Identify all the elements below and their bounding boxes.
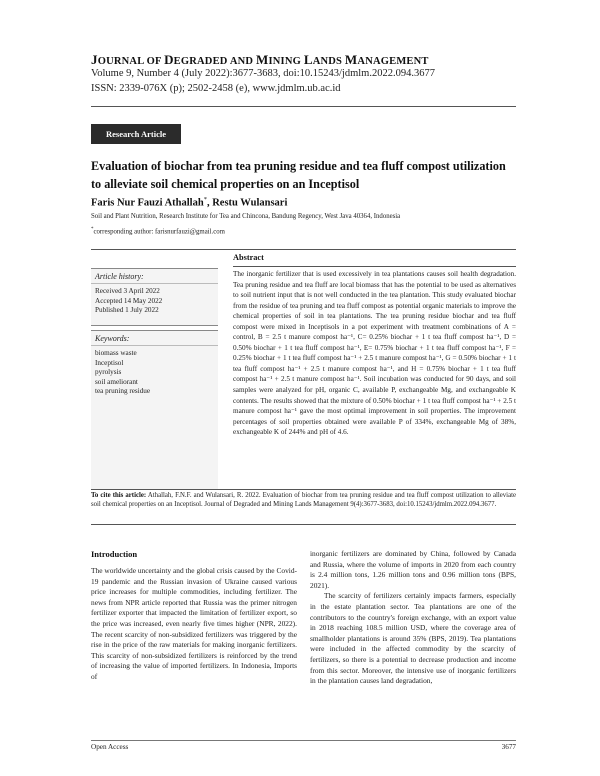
abstract-heading-divider: [233, 266, 516, 267]
citation-label: To cite this article:: [91, 492, 147, 499]
introduction-heading: Introduction: [91, 549, 138, 559]
header-divider: [91, 106, 516, 107]
abstract-heading: Abstract: [233, 253, 264, 262]
abstract-bottom-divider: [91, 489, 516, 490]
article-title: Evaluation of biochar from tea pruning residue and tea fluff compost utilization to alleviate soil chemical properties on an Inceptisol: [91, 159, 506, 191]
corresponding-author: *corresponding author: farisnurfauzi@gmail.com: [91, 227, 225, 236]
journal-title: JOURNAL OF DEGRADED AND MINING LANDS MANAGEMENT: [91, 52, 429, 67]
citation-divider: [91, 524, 516, 525]
keywords-box: [91, 330, 218, 490]
accepted-date: Accepted 14 May 2022: [95, 296, 163, 305]
open-access-label: Open Access: [91, 743, 129, 751]
author-name: Faris Nur Fauzi Athallah: [91, 197, 204, 209]
issn-line: ISSN: 2339-076X (p); 2502-2458 (e), www.jdmlm.ub.ac.id: [91, 83, 341, 94]
introduction-right-column: [310, 549, 516, 687]
author-name: Restu Wulansari: [212, 197, 288, 209]
citation-text: Athallah, F.N.F. and Wulansari, R. 2022. Evaluation of biochar from tea pruning residue and tea fluff compost utilization to alleviate soil chemical properties on an Inceptisol. Journal of Degraded and Mining Lands Management 9(4):3677-3683, doi:10.15243/jdmlm.2022.094.3677.: [91, 492, 516, 509]
keyword-item: Inceptisol: [95, 358, 124, 367]
affiliation: Soil and Plant Nutrition, Research Institute for Tea and Chincona, Bandung Regency, West Java 40364, Indonesia: [91, 213, 401, 220]
page-number: 3677: [501, 743, 516, 751]
keyword-item: biomass waste: [95, 349, 137, 357]
article-history-box: [91, 268, 218, 326]
keyword-item: pyrolysis: [95, 368, 122, 377]
introduction-paragraph: The scarcity of fertilizers certainly impacts farmers, especially in the estate plantation sector. Tea plantations are one of the contributors to the country's foreign exchange, with an export value in 2018 reaching 108.5 million USD, where the coverage area of smallholder plantations is around 35% (BPS, 2019). Tea plantations were included in the affected commodity by the scarcity of fertilizers, so there is a potential to decrease production and income from this sector. Moreover, the intensive use of inorganic fertilizers in the plantation causes land degradation,: [310, 591, 516, 686]
article-history-heading: Article history:: [91, 269, 218, 284]
citation-block: [91, 491, 516, 510]
abstract-top-divider: [91, 249, 516, 250]
footer-divider: [91, 740, 516, 741]
introduction-left-column: The worldwide uncertainty and the global crisis caused by the Covid-19 pandemic and the Russian invasion of Ukraine caused various price increases for multiple commodities, including fertilizer. The news from NPR article reported that Russia was the primer nitrogen fertilizer exporter that impacted the limitation of fertilizer export, so the price was increased, even nearly five times higher (NPR, 2022). The recent scarcity of non-subsidized fertilizers was triggered by the rise in the price of the raw materials for making inorganic fertilizers. This scarcity of non-subsidized fertilizers is reinforced by the trend of increasing the value of imported fertilizers. In Indonesia, Imports of: [91, 566, 297, 681]
keywords-heading: Keywords:: [91, 331, 218, 346]
abstract-body: The inorganic fertilizer that is used excessively in tea plantations causes soil health degradation. Tea pruning residue and tea fluff are local biomass that has the potential to be used as alternatives to soil nutrient input that is not well conducted in the tea plantation. This study evaluated biochar from the residue of tea pruning and tea fluff compost as potential organic materials to improve the chemical properties of soil in tea plantations. The tea pruning residue biochar and tea fluff compost were mixed in Inceptisols in a pot experiment with treatment combinations of A = control, B = 2.5 t manure compost ha⁻¹, C= 0.25% biochar + 1 t tea fluff compost ha⁻¹, D = 0.50% biochar + 1 t tea fluff compost ha⁻¹, E= 0.75% biochar + 1 t tea fluff compost ha⁻¹, F = 0.25% biochar + 1 t tea fluff compost ha⁻¹ + 2.5 t manure compost ha⁻¹, G = 0.50% biochar + 1 t tea fluff compost ha⁻¹ + 2.5 t manure compost ha⁻¹, and H = 0.75% biochar + 1 t tea fluff compost ha⁻¹ + 2.5 t manure compost ha⁻¹. Soil incubation was conducted for 90 days, and soil samples were analyzed for pH, organic C, available P, exchangeable Mg, and exchangeable K contents. The results showed that the mixture of 0.50% biochar + 1 t tea fluff compost ha⁻¹ + 2.5 t manure compost ha⁻¹ gave the most optimal improvement in soil properties. The improvement percentages of soil properties obtained were available P of 334%, exchangeable Mg of 38%, exchangeable K of 244% and pH of 4.6.: [233, 270, 516, 437]
keyword-item: soil ameliorant: [95, 377, 138, 386]
received-date: Received 3 April 2022: [95, 287, 160, 295]
volume-line: Volume 9, Number 4 (July 2022):3677-3683, doi:10.15243/jdmlm.2022.094.3677: [91, 68, 435, 79]
article-type-badge: Research Article: [91, 124, 181, 144]
published-date: Published 1 July 2022: [95, 306, 159, 315]
introduction-paragraph: inorganic fertilizers are dominated by China, followed by Canada and Russia, where the volume of imports in 2020 from each country is 2.4 million tons, 1.26 million tons and 0.96 million tons (BPS, 2021).: [310, 549, 516, 590]
author-list: Faris Nur Fauzi Athallah*, Restu Wulansari: [91, 196, 288, 209]
keyword-item: tea pruning residue: [95, 387, 151, 396]
